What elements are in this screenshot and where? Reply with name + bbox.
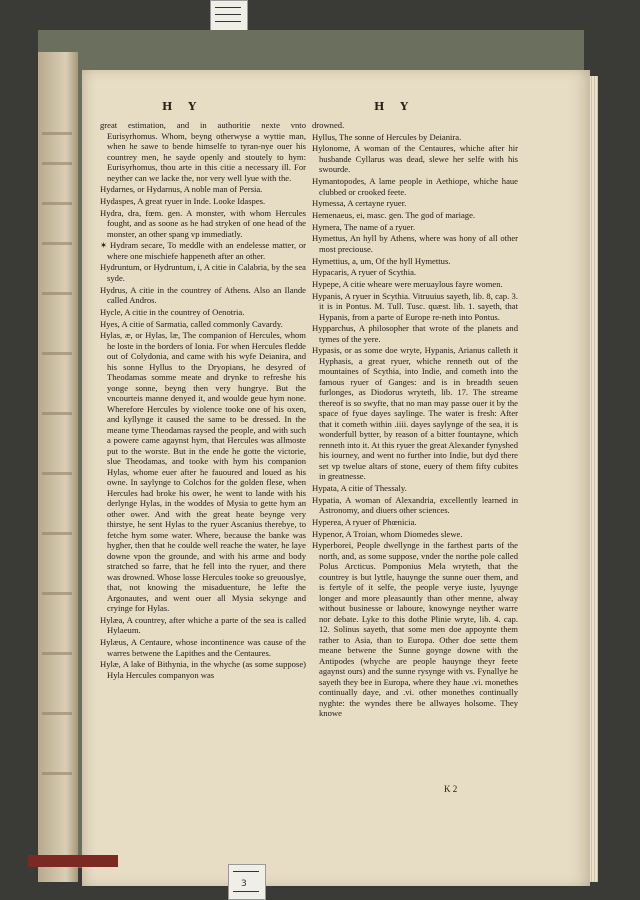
entry: Hydra, dra, fœm. gen. A monster, with whom Hercules fought, and as soone as he had stryken of one head of the monster, an other spang vp immediatly. — [100, 207, 306, 239]
entry: Hydarnes, or Hydarnus, A noble man of Persia. — [100, 184, 263, 195]
left-column — [100, 120, 306, 681]
entry: Hypparchus, A philosopher that wrote of the planets and tymes of the yere. — [312, 323, 518, 344]
entry: Hylonome, A woman of the Centaures, whiche after hir husbande Cyllarus was dead, slewe her selfe with his swourde. — [312, 143, 518, 175]
book-cover — [38, 30, 584, 868]
entry: Hylæa, A countrey, after whiche a parte of the sea is called Hylaeum. — [100, 614, 306, 636]
entry: Hypatia, A woman of Alexandria, excellently learned in Astronomy, and diuers other sciences. — [312, 494, 518, 516]
color-strip — [28, 855, 118, 867]
entry: Hypepe, A citie wheare were meruaylous fayre women. — [312, 278, 503, 289]
entry: Hylas, æ, or Hylas, læ, The companion of Hercules, whom he loste in the borders of Ionia. For when Hercules fledde out of Colydonia, and came with his wyfe Deianira, and his sonne Hyllus to the Dryopians, he desyred of Theodamas somme meate and drynke to refreshe his yonge sonne, beyng then very hungrye. But the vncourteis manne denyed it, and woulde geue hym none. Wherefore Hercules by violence tooke one of his oxen, and kyllynge it caused the same to be dressed. In the meane tyme Theodamas raysed the people, and with such a powere came agaynst hym, that Hercules was allmoste put to the worste. But in the ende he gotte the victorie, slue Theodamas, and tooke with hym his companion Hylas, whome euer after he fauoured and loued as his owne. In saylynge to Colchos for the golden flese, when Hercules had broke his ower, he went to lande with his derlynge Hylas, in the woddes of Mysia to gette hym an other ower. And with the great heate beynge very thirstye, he sent Hylas to the ryuer Ascanius therebye, to fetche hym some water. Where, because the banke was hygher, then that he coulde well reache the water, he laye downe vpon the grounde, and with his arme and body stratched so farre, that he fell into the ryuer, and there was drowned. Whose losse Hercules tooke so greuouslye, that, not knowing the misaduenture, he lefte the Argonautes, and went ouer all Mysia sekynge and cryinge for Hylas. — [100, 330, 306, 614]
running-head-right: H Y — [374, 100, 415, 113]
entry: Hymettius, a, um, Of the hyll Hymettus. — [312, 255, 451, 266]
entry: Hymera, The name of a ryuer. — [312, 221, 416, 232]
entry: Hypata, A citie of Thessaly. — [312, 483, 407, 494]
entry: Hylæus, A Centaure, whose incontinence was cause of the warres betwene the Lapithes and the Centaures. — [100, 637, 306, 658]
book-page — [82, 70, 590, 886]
entry: Hemenaeus, ei, masc. gen. The god of mariage. — [312, 209, 476, 220]
entry: ✶ Hydram secare, To meddle with an endelesse matter, or where one mischiefe happeneth after an other. — [100, 240, 306, 261]
signature-mark: K 2 — [444, 784, 458, 794]
scale-ruler-top — [210, 0, 248, 32]
entry: Hylæ, A lake of Bithynia, in the whyche (as some suppose) Hyla Hercules companyon was — [100, 659, 306, 680]
entry: Hydrus, A citie in the countrey of Athens. Also an Ilande called Andros. — [100, 284, 306, 306]
entry: Hypacaris, A ryuer of Scythia. — [312, 267, 417, 278]
entry: Hydaspes, A great ryuer in Inde. Looke Idaspes. — [100, 195, 266, 206]
entry: great estimation, and in authoritie nexte vnto Eurisyrhomus. Whom, beyng otherwyse a wyttie man, when he sawe to bende himselfe to tyran-nye ouer his countrey men, he sayde openly and stoutely to hym: Eurisyrhomus, thou arte in this citie a necessary ill. For neyther can we lacke the, nor very well lyue with the. — [100, 120, 306, 183]
entry: Hydruntum, or Hydruntum, i, A citie in Calabria, by the sea syde. — [100, 262, 306, 283]
entry: Hypasis, or as some doe wryte, Hypanis, Arianus calleth it Hyphasis, a great ryuer, whiche renneth out of the mountaines of Scythia, into Indie, and cometh into the famous ryuer of Ganges: and is in breadth seuen furlonges, as Diodorus wryteth, lib. 17. The streame thereof is so swyfte, that no man may passe ouer it by the space of fyue dayes saylinge. The water is fresh: After that it cometh within .iiii. dayes saylynge of the sea, it is wonderfull bytter, by reason of a bitter fountayne, which renneth into it. At this ryuer the great Alexander fynyshed his iourney, and went no further into Indie, but dyd there set vp twelue altars of stone, euery of them fifty cubites in greatnesse. — [312, 345, 518, 482]
entry: Hyllus, The sonne of Hercules by Deianira. — [312, 131, 462, 142]
ruler-number: 3 — [241, 879, 247, 889]
entry: Hymettus, An hyll by Athens, where was hony of all other most preciouse. — [312, 233, 518, 254]
entry: drowned. — [312, 120, 345, 130]
running-head-left: H Y — [162, 100, 203, 113]
entry: Hymantopodes, A lame people in Aethiope, whiche haue clubbed or crooked feete. — [312, 176, 518, 197]
scale-ruler-bottom — [228, 864, 266, 900]
right-column — [312, 120, 518, 720]
entry: Hyes, A citie of Sarmatia, called commonly Cavardy. — [100, 318, 283, 329]
entry: Hyperborei, People dwellynge in the farthest parts of the north, and, as some suppose, vnder the northe pole called Polus Arcticus. Pomponius Mela wryteth, that the countrey is but lyttle, hauynge the sunne ouer them, and is fertyle of it selfe, the people verye iuste, lyuynge longer and more pleasauntly than other menne, alway without businesse or laboure, knowynge neyther warre nor debate. Lyke to this dothe Plinie wryte, lib. 4. cap. 12. Solinus sayeth, that some men doe appoynte them rather to Asia, than to Europa. Other doe sette them meane betwene the Sunne goynge downe with the Antipodes (whyche are people hauynge theyr feete agaynst ours) and the sunne rysynge with vs. Fynallye he sayeth they bee in Europa, where they haue .vi. monethes continually daye, and .vi. other monethes continually nyghte: the wyndes there be allwayes holsome. They knowe — [312, 540, 518, 719]
entry: Hyperea, A ryuer of Phœnicia. — [312, 517, 417, 527]
left-page-edge — [38, 52, 78, 882]
entry: Hycle, A citie in the countrey of Oenotria. — [100, 306, 245, 317]
entry: Hypanis, A ryuer in Scythia. Vitruuius sayeth, lib. 8, cap. 3. it is in Pontus. M. Tull. Tusc. quæst. lib. 1. sayeth, that Hypanis, from a parte of Europe re-neth into Pontus. — [312, 290, 518, 322]
entry: Hypenor, A Troian, whom Diomedes slewe. — [312, 528, 463, 539]
entry: Hymessa, A certayne ryuer. — [312, 198, 407, 209]
